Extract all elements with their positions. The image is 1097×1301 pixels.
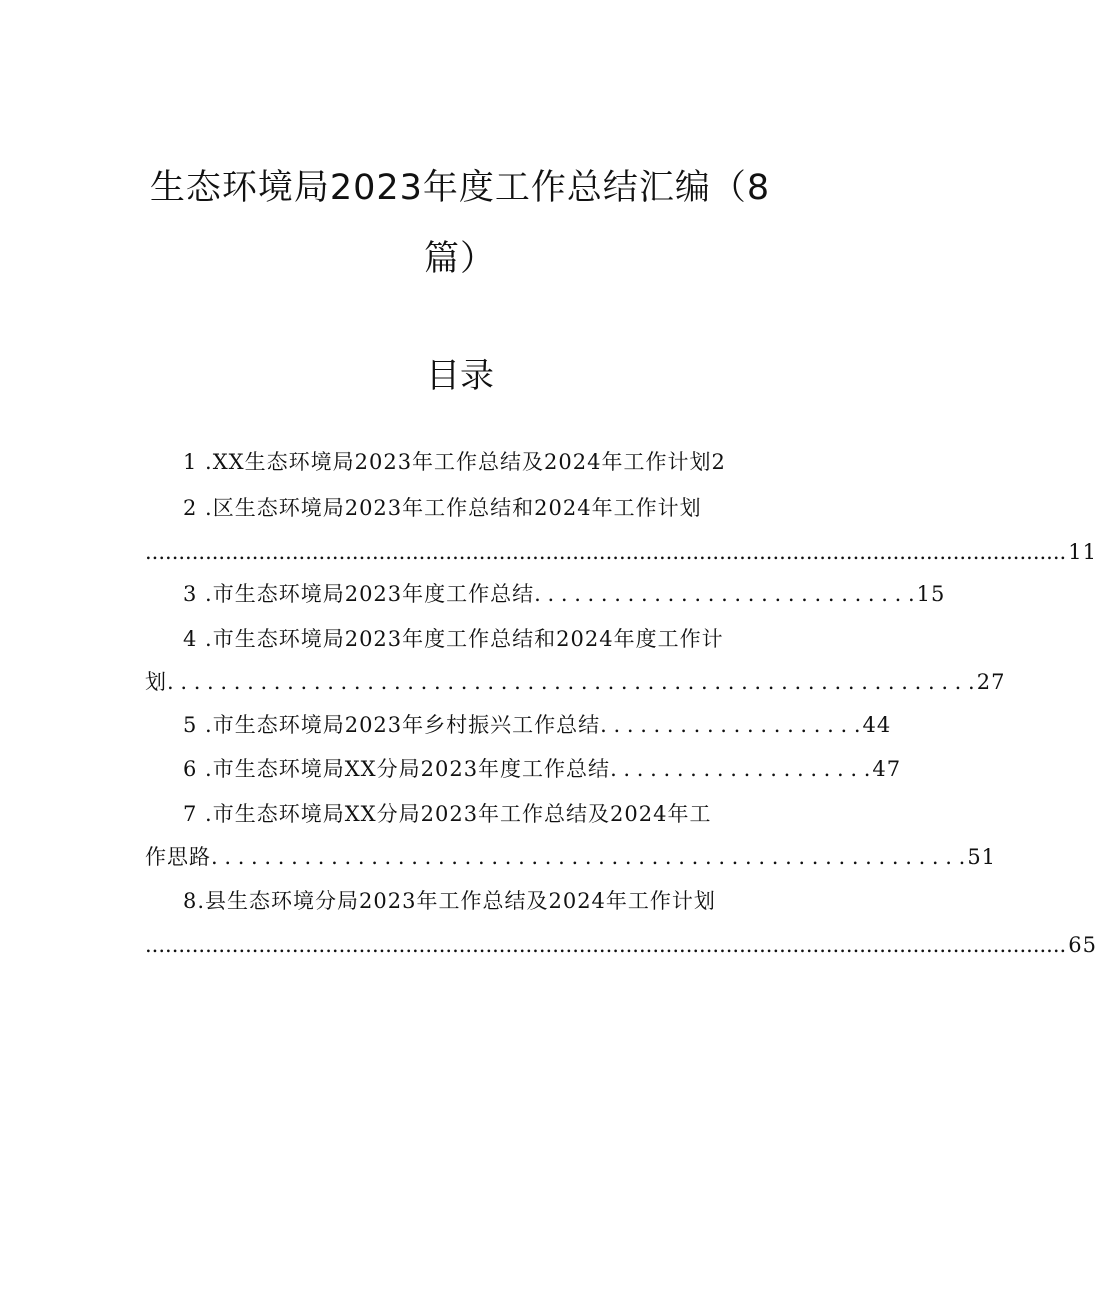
toc-entry-7[interactable]: [183, 800, 775, 828]
toc-entry-text: 3 .市生态环境局2023年度工作总结: [183, 582, 535, 606]
toc-entry-5[interactable]: [183, 711, 892, 739]
toc-entry-6[interactable]: [183, 755, 902, 783]
dot-leader: . . . . . . . . . . . . . . . . . . . .: [610, 757, 871, 781]
dot-leader: . . . . . . . . . . . . . . . . . . . .: [600, 713, 861, 737]
toc-entry-8[interactable]: [183, 887, 775, 915]
toc-entry-text: 划: [145, 670, 167, 694]
toc-entry-2[interactable]: [183, 494, 775, 522]
toc-entry-text: 1 .XX生态环境局2023年工作总结及2024年工作计划: [183, 450, 712, 474]
toc-entry-1[interactable]: [183, 448, 775, 476]
document-title-line2: 篇）: [423, 239, 496, 279]
toc-entry-text: 5 .市生态环境局2023年乡村振兴工作总结: [183, 713, 601, 737]
toc-entry-text: 2 .区生态环境局2023年工作总结和2024年工作计划: [183, 496, 702, 520]
toc-entry-7-continuation: [145, 843, 997, 871]
toc-entry-4[interactable]: [183, 625, 775, 653]
toc-entry-page: 51: [967, 845, 997, 869]
toc-entry-4-continuation: [145, 668, 1006, 696]
dot-leader: ..........................................................................................................................................: [145, 540, 1067, 564]
toc-entry-page: 44: [862, 713, 892, 737]
document-title-line1: 生态环境局2023年度工作总结汇编（8: [149, 168, 771, 208]
toc-entry-8-leader: [145, 931, 1097, 959]
toc-entry-text: 作思路: [145, 845, 211, 869]
toc-entry-text: 7 .市生态环境局XX分局2023年工作总结及2024年工: [183, 802, 712, 826]
dot-leader: . . . . . . . . . . . . . . . . . . . . . . . . . . . . . . . . . . . . . . . . . . . . . . . . . . . . . . . . .: [211, 845, 966, 869]
toc-entry-page: 65: [1068, 933, 1097, 957]
toc-entry-page: 11: [1068, 540, 1097, 564]
toc-entry-page: 2: [711, 450, 726, 474]
toc-entry-page: 47: [872, 757, 902, 781]
toc-entry-3[interactable]: [183, 580, 946, 608]
toc-entry-page: 27: [976, 670, 1006, 694]
dot-leader: ..........................................................................................................................................: [145, 933, 1067, 957]
toc-entry-2-leader: [145, 538, 1097, 566]
dot-leader: . . . . . . . . . . . . . . . . . . . . . . . . . . . . . . . . . . . . . . . . . . . . . . . . . . . . . . . . . . . . .: [167, 670, 975, 694]
toc-heading: 目录: [426, 356, 494, 396]
dot-leader: . . . . . . . . . . . . . . . . . . . . . . . . . . . . .: [534, 582, 915, 606]
toc-entry-text: 8.县生态环境分局2023年工作总结及2024年工作计划: [183, 889, 716, 913]
toc-entry-text: 4 .市生态环境局2023年度工作总结和2024年度工作计: [183, 627, 724, 651]
toc-entry-page: 15: [916, 582, 946, 606]
toc-entry-text: 6 .市生态环境局XX分局2023年度工作总结: [183, 757, 611, 781]
